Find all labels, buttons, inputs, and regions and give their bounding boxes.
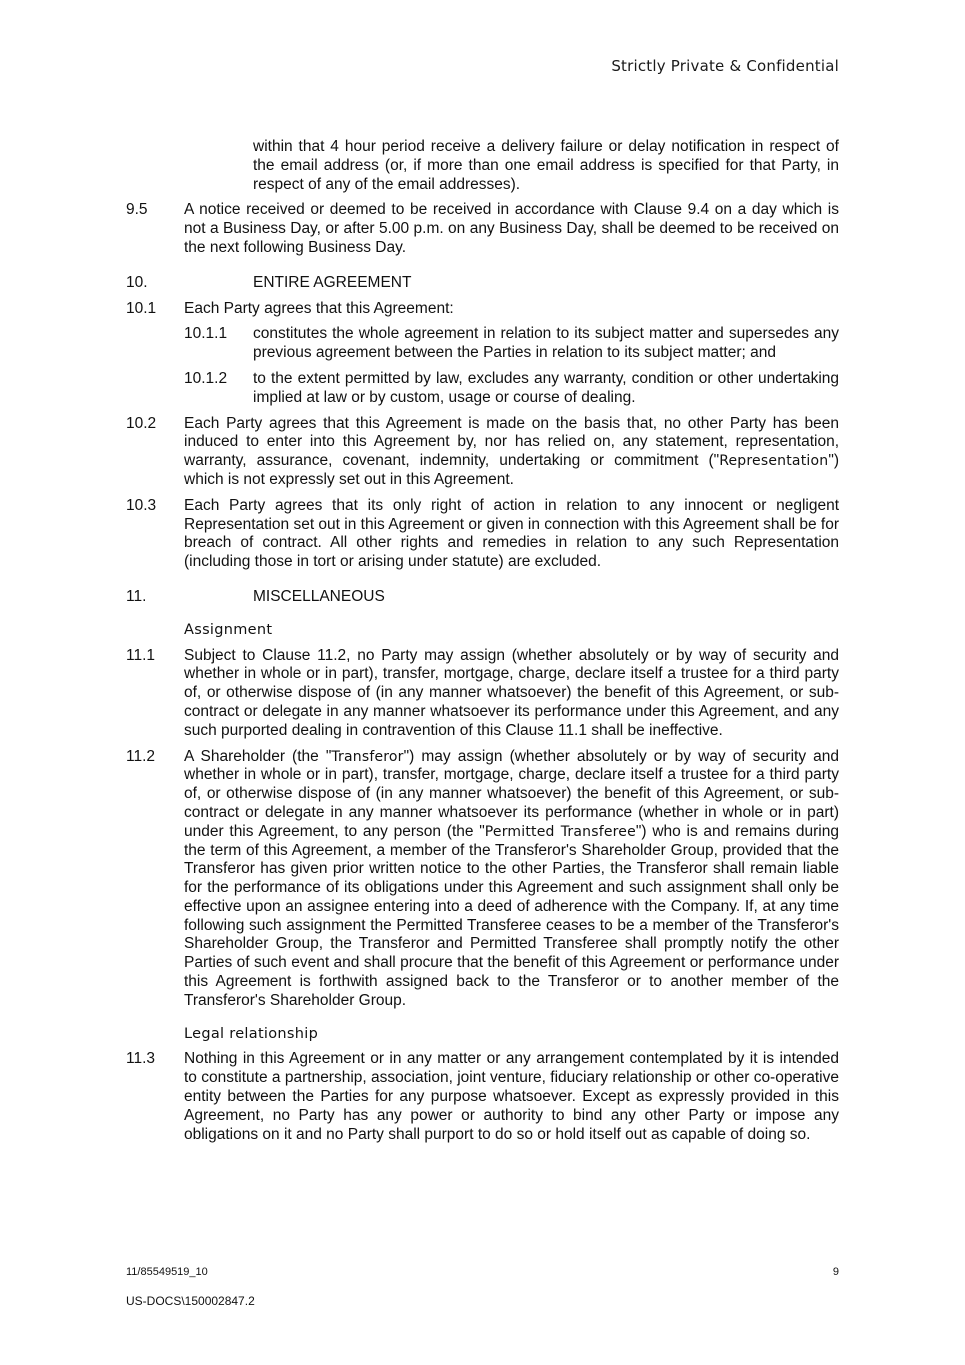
clause-number: 10.3 (126, 496, 157, 514)
clause-number: 11.2 (126, 747, 156, 765)
defined-term: Transferor (331, 748, 404, 765)
clause-number: 9.5 (126, 201, 148, 219)
section-title: ENTIRE AGREEMENT (253, 273, 412, 291)
clause-text (184, 748, 839, 1011)
clause-10-2 (126, 415, 839, 490)
clause-10-1-1 (184, 325, 839, 363)
section-11-heading (126, 588, 839, 607)
clause-text-part: ") may assign (whether absolutely or by way of security and whether in whole or in part), transfer, mortgage, charge, declare itself a trustee for a third party of, or otherwise dispose of (in any manner whatsoever) the benefit of this Agreement, or sub-contract or delegate in any manner whatsoever its performance (whether in whole or in part) under this Agreement, to any person (the " (184, 747, 839, 840)
continuation-paragraph: within that 4 hour period receive a delivery failure or delay notification in respect of the email address (or, if more than one email address is specified for that Party, in respect of any of the email addresses). (253, 138, 839, 193)
clause-number: 11.1 (126, 646, 156, 664)
clause-text-part: Each Party agrees that this Agreement is made on the basis that, no other Party has been induced to enter into this Agreement by, nor has relied on, any statement, representation, warranty, assurance, covenant, indemnity, undertaking or commitment (" (184, 414, 839, 470)
clause-number: 10.2 (126, 414, 157, 432)
clause-text: Subject to Clause 11.2, no Party may assign (whether absolutely or by way of security and whether in whole or in part), transfer, mortgage, charge, declare itself a trustee for a third party of, or otherwise dispose of (in any manner whatsoever) the benefit of this Agreement, or sub-contract or delegate in any manner whatsoever its performance under this Agreement, and any such purported dealing in contravention of this Clause 11.1 shall be ineffective. (184, 646, 839, 739)
subheading-legal-relationship: Legal relationship (184, 1025, 319, 1042)
clause-text: Each Party agrees that this Agreement: (184, 299, 454, 317)
confidentiality-header: Strictly Private & Confidential (611, 57, 839, 75)
clause-number: 10.1.1 (184, 325, 228, 343)
subheading-assignment: Assignment (184, 621, 273, 638)
section-number: 10. (126, 273, 148, 291)
defined-term: Representation (719, 453, 829, 470)
section-10-heading (126, 274, 839, 293)
clause-number: 10.1 (126, 299, 157, 317)
clause-11-2 (126, 748, 839, 1011)
clause-text: constitutes the whole agreement in relation to its subject matter and supersedes any previous agreement between the Parties in relation to its subject matter; and (253, 325, 839, 362)
clause-11-3 (126, 1050, 839, 1144)
docs-reference: US-DOCS\150002847.2 (126, 1294, 255, 1308)
clause-10-1-2 (184, 370, 839, 408)
clause-text (184, 415, 839, 490)
clause-9-5 (126, 201, 839, 257)
clause-text-part: ") who is and remains during the term of this Agreement, a member of the Transferor's Shareholder Group, provided that the Transferor has given prior written notice to the other Parties, the Transferor shall remain liable for the performance of its obligations under this Agreement and such assignment shall only be effective upon an assignee entering into a deed of adherence with the Company. If, at any time following such assignment the Permitted Transferee ceases to be a member of the Transferor's Shareholder Group, the Transferor and Permitted Transferee shall promptly notify the other Parties of such event and shall procure that the benefit of this Agreement or performance under this Agreement is forthwith assigned back to the Transferor or to another member of the Transferor's Shareholder Group. (184, 822, 839, 1009)
clause-text: A notice received or deemed to be received in accordance with Clause 9.4 on a day which is not a Business Day, or after 5.00 p.m. on any Business Day, shall be deemed to be received on the next following Business Day. (184, 201, 839, 256)
clause-text: to the extent permitted by law, excludes any warranty, condition or other undertaking implied at law or by custom, usage or course of dealing. (253, 369, 839, 406)
page-number: 9 (832, 1266, 839, 1278)
clause-text: Each Party agrees that its only right of action in relation to any innocent or negligent Representation set out in this Agreement or given in connection with this Agreement shall be for breach of contract. All other rights and remedies in relation to any such Representation (including those in tort or arising under statute) are excluded. (184, 496, 839, 571)
clause-text-part: ") which is not expressly set out in this Agreement. (184, 452, 839, 488)
section-number: 11. (126, 587, 147, 605)
document-reference: 11/85549519_10 (126, 1266, 208, 1278)
section-title: MISCELLANEOUS (253, 587, 385, 605)
clause-number: 11.3 (126, 1050, 156, 1068)
clause-11-1 (126, 647, 839, 741)
document-body (126, 138, 839, 1151)
clause-10-3 (126, 497, 839, 572)
clause-number: 10.1.2 (184, 369, 228, 387)
clause-text: Nothing in this Agreement or in any matter or any arrangement contemplated by it is intended to constitute a partnership, association, joint venture, fiduciary relationship or other co-operative entity between the Parties for any purpose whatsoever. Except as expressly provided in this Agreement, no Party has any power or authority to bind any other Party or impose any obligations on it and no Party shall purport to do so or hold itself out as capable of doing so. (184, 1050, 839, 1143)
clause-text-part: A Shareholder (the " (184, 747, 332, 765)
defined-term: Permitted Transferee (484, 823, 636, 840)
clause-10-1 (126, 300, 839, 319)
